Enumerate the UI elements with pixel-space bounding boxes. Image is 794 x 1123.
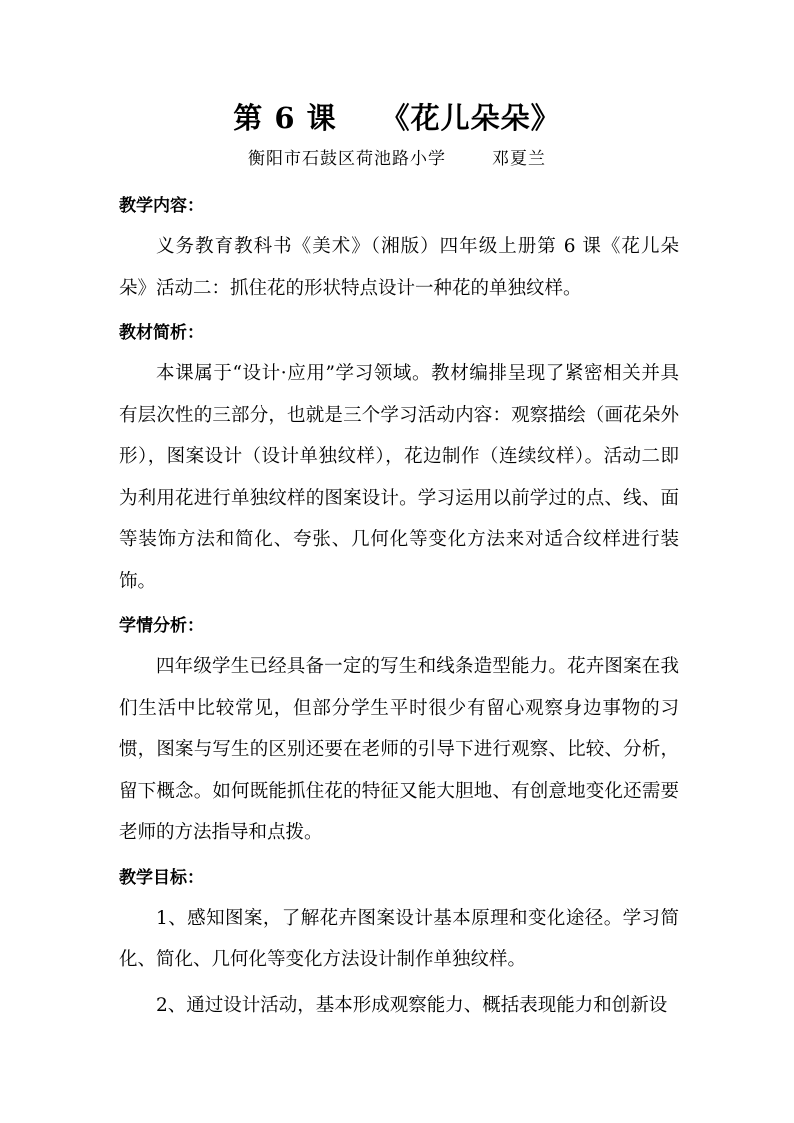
section-teaching-goals xyxy=(119,858,679,1027)
lesson-number: 第 6 课 xyxy=(233,101,337,135)
document-body xyxy=(119,186,679,1030)
goal-item: 1、感知图案，了解花卉图案设计基本原理和变化途径。学习简化、简化、几何化等变化方法设计制作单独纹样。 xyxy=(119,907,679,970)
section-heading: 学情分析： xyxy=(119,616,204,636)
lesson-name: 《花儿朵朵》 xyxy=(380,101,561,135)
section-teaching-content xyxy=(119,186,679,309)
document-title xyxy=(0,98,794,138)
author-name: 邓夏兰 xyxy=(492,149,546,169)
section-heading: 教学目标： xyxy=(119,867,204,888)
section-paragraph: 义务教育教科书《美术》（湘版）四年级上册第 6 课《花儿朵朵》活动二：抓住花的形状特点设计一种花的单独纹样。 xyxy=(119,236,679,299)
section-material-analysis xyxy=(119,313,679,602)
school-name: 衡阳市石鼓区荷池路小学 xyxy=(248,149,446,169)
section-heading: 教学内容： xyxy=(119,196,204,216)
section-student-analysis xyxy=(119,606,679,854)
section-heading: 教材简析： xyxy=(119,323,204,343)
section-paragraph: 四年级学生已经具备一定的写生和线条造型能力。花卉图案在我们生活中比较常见，但部分学生平时很少有留心观察身边事物的习惯，图案与写生的区别还要在老师的引导下进行观察、比较、分析，留下概念。如何既能抓住花的特征又能大胆地、有创意地变化还需要老师的方法指导和点拨。 xyxy=(119,656,679,843)
document-byline xyxy=(0,147,794,171)
goal-item: 2、通过设计活动，基本形成观察能力、概括表现能力和创新设 xyxy=(156,994,668,1016)
section-paragraph: 本课属于“设计·应用”学习领域。教材编排呈现了紧密相关并具有层次性的三部分，也就是三个学习活动内容：观察描绘（画花朵外形），图案设计（设计单独纹样），花边制作（连续纹样）。活动二即为利用花进行单独纹样的图案设计。学习运用以前学过的点、线、面等装饰方法和简化、夸张、几何化等变化方法来对适合纹样进行装饰。 xyxy=(119,363,679,592)
